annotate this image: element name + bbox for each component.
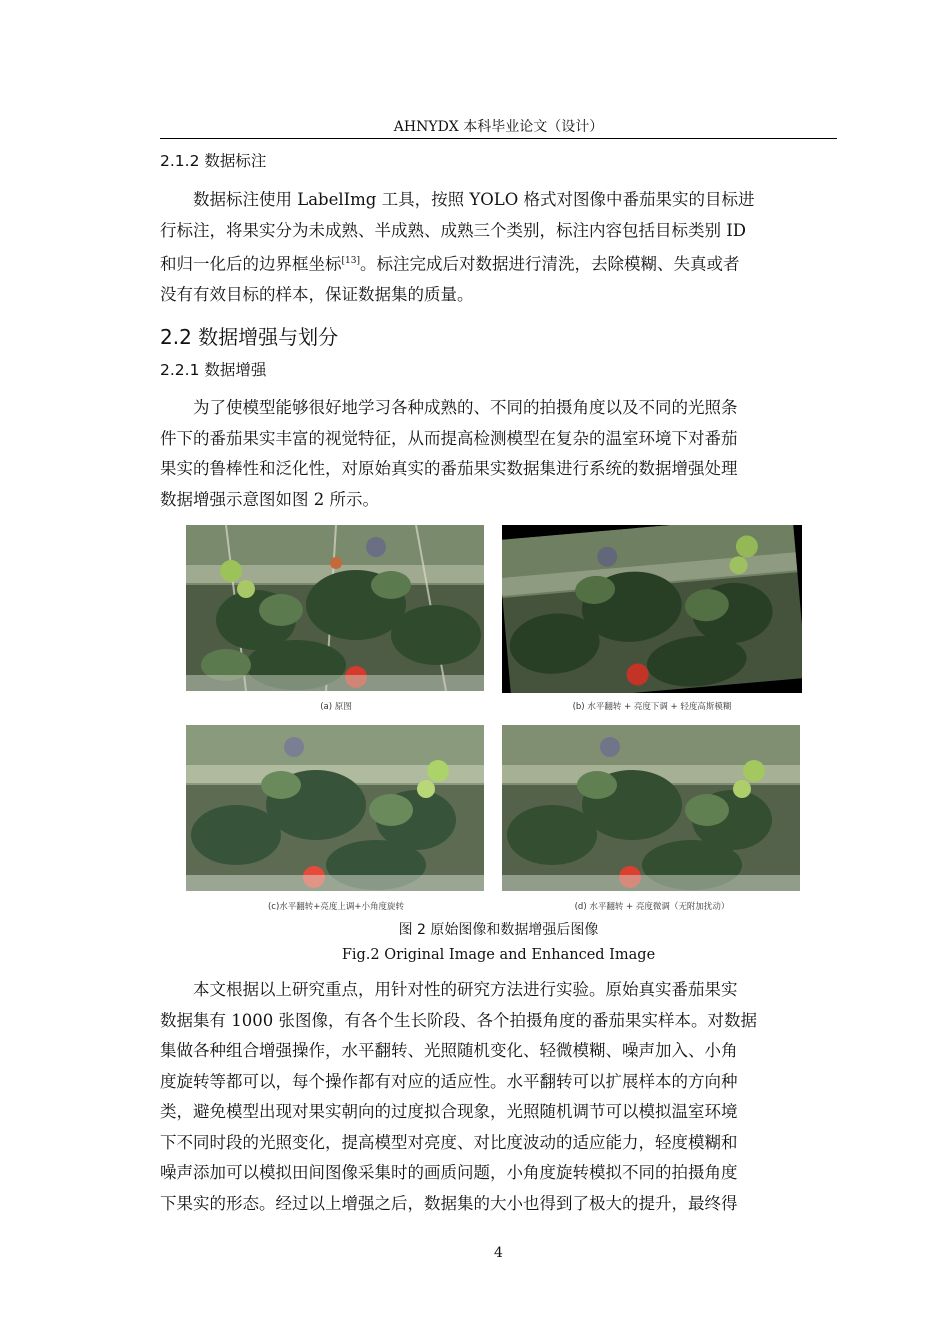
- section-heading-2-2-1: 2.2.1 数据增强: [160, 361, 267, 379]
- para1-line3a: 和归一化后的边界框坐标: [160, 254, 342, 274]
- para1-line2: 行标注，将果实分为未成熟、半成熟、成熟三个类别，标注内容包括目标类别 ID: [160, 220, 746, 240]
- subcaption-c: (c)水平翻转+亮度上调+小角度旋转: [267, 902, 405, 912]
- header-rule: [160, 138, 837, 139]
- paragraph-annotation: [160, 185, 837, 311]
- image-original: [186, 525, 484, 691]
- para3-line2: 数据集有 1000 张图像，有各个生长阶段、各个拍摄角度的番茄果实样本。对数据: [160, 1010, 757, 1030]
- para3-line6: 下不同时段的光照变化，提高模型对亮度、对比度波动的适应能力，轻度模糊和: [160, 1132, 738, 1152]
- para2-line3: 果实的鲁棒性和泛化性，对原始真实的番茄果实数据集进行系统的数据增强处理: [160, 459, 738, 478]
- para3-line4: 度旋转等都可以，每个操作都有对应的适应性。水平翻转可以扩展样本的方向种: [160, 1071, 738, 1091]
- para2-line2: 件下的番茄果实丰富的视觉特征，从而提高检测模型在复杂的温室环境下对番茄: [160, 428, 738, 448]
- para3-line3: 集做各种组合增强操作，水平翻转、光照随机变化、轻微模糊、噪声加入、小角: [160, 1041, 738, 1060]
- image-augmented-b: [502, 525, 802, 693]
- para1-line1: 数据标注使用 LabelImg 工具，按照 YOLO 格式对图像中番茄果实的目标进: [193, 190, 755, 209]
- para1-line4: 没有有效目标的样本，保证数据集的质量。: [160, 285, 474, 304]
- paragraph-augmentation-intro: [160, 393, 837, 515]
- figure-caption-en: Fig.2 Original Image and Enhanced Image: [341, 947, 656, 963]
- citation-13: [13]: [341, 256, 360, 266]
- para1-line3b: 。标注完成后对数据进行清洗，去除模糊、失真或者: [359, 254, 740, 274]
- subcaption-d: (d) 水平翻转 + 亮度微调（无附加扰动）: [574, 902, 730, 912]
- para2-line4: 数据增强示意图如图 2 所示。: [160, 489, 379, 509]
- para2-line1: 为了使模型能够很好地学习各种成熟的、不同的拍摄角度以及不同的光照条: [193, 398, 738, 417]
- para3-line8: 下果实的形态。经过以上增强之后，数据集的大小也得到了极大的提升，最终得: [160, 1193, 738, 1213]
- para1-line3: [160, 246, 837, 280]
- running-header: AHNYDX 本科毕业论文（设计）: [393, 119, 604, 135]
- figure-2: [186, 525, 802, 917]
- subcaption-a: (a) 原图: [320, 702, 352, 712]
- subcaption-b: (b) 水平翻转 + 亮度下调 + 轻度高斯模糊: [572, 702, 732, 712]
- section-heading-2-2: 2.2 数据增强与划分: [160, 325, 339, 349]
- image-augmented-d: [502, 725, 800, 891]
- para3-line1: 本文根据以上研究重点，用针对性的研究方法进行实验。原始真实番茄果实: [193, 980, 738, 999]
- page-number: 4: [494, 1245, 503, 1261]
- para3-line7: 噪声添加可以模拟田间图像采集时的画质问题，小角度旋转模拟不同的拍摄角度: [160, 1163, 738, 1182]
- section-heading-2-1-2: 2.1.2 数据标注: [160, 152, 267, 170]
- paragraph-augmentation-details: [160, 975, 837, 1219]
- figure-caption-cn: 图 2 原始图像和数据增强后图像: [398, 922, 599, 938]
- image-augmented-c: [186, 725, 484, 891]
- para3-line5: 类，避免模型出现对果实朝向的过度拟合现象，光照随机调节可以模拟温室环境: [160, 1102, 738, 1121]
